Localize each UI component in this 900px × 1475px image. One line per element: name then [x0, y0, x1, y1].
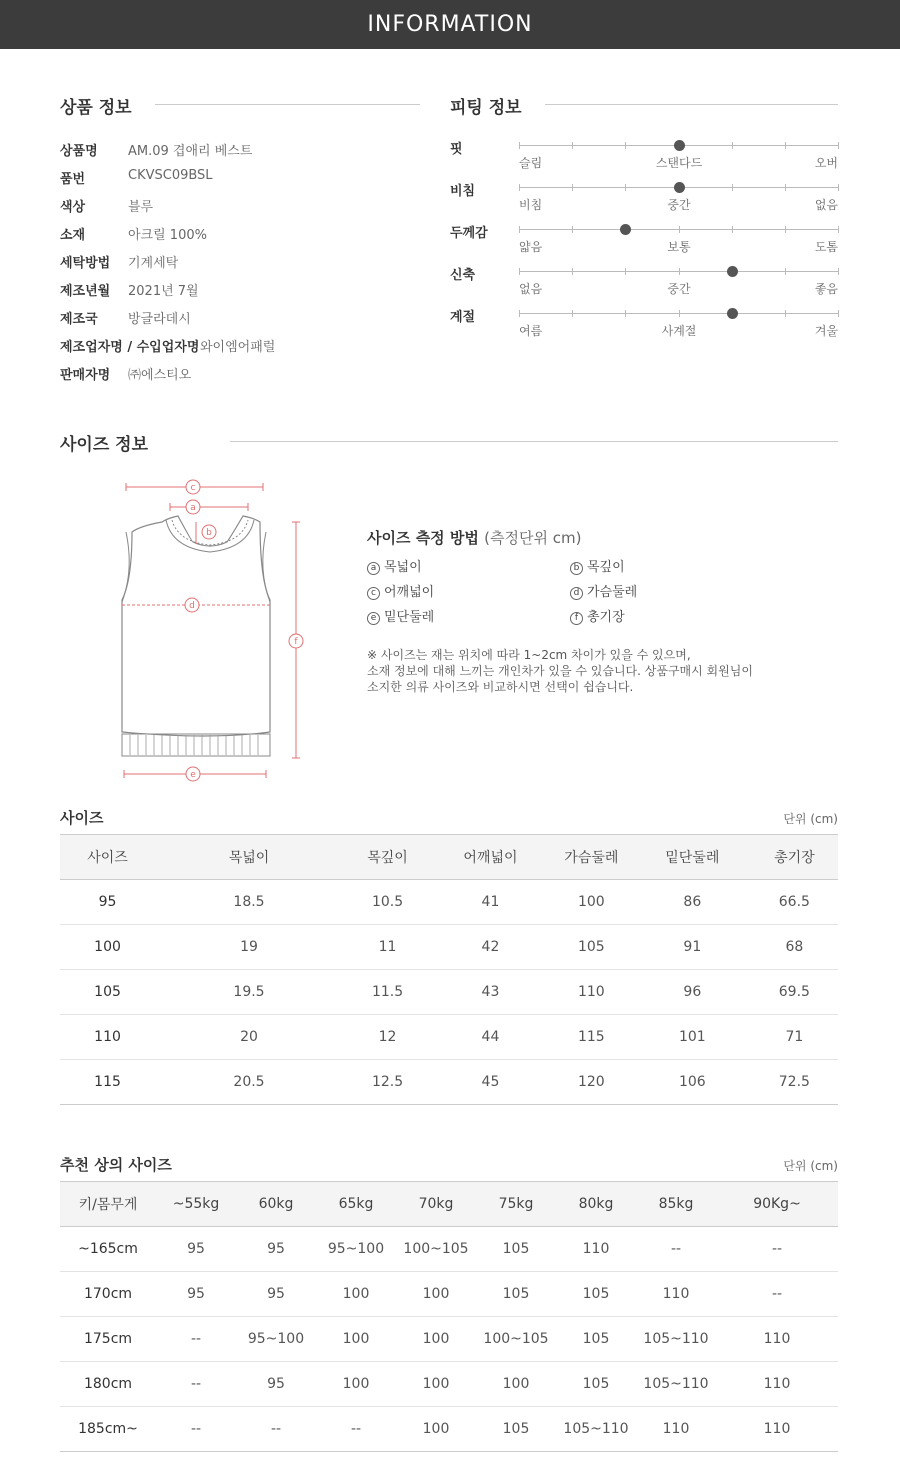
table-cell: 96	[634, 970, 751, 1015]
measure-mark: e	[367, 612, 380, 625]
fit-scale-indicator	[727, 266, 738, 277]
fit-scale-tick	[519, 226, 520, 233]
fit-scale-tick	[519, 184, 520, 191]
fit-scale-tick	[785, 142, 786, 149]
product-info-label: 제조국	[60, 312, 98, 327]
table-cell: 86	[634, 880, 751, 925]
fit-scale-tick	[519, 310, 520, 317]
table-row	[60, 925, 838, 970]
product-info-label: 제조업자명 / 수입업자명	[60, 340, 200, 355]
fit-scale-level-label: 얇음	[519, 240, 543, 254]
table-cell: 69.5	[751, 970, 838, 1015]
table-cell: 101	[634, 1015, 751, 1060]
table-cell: 100	[396, 1272, 476, 1317]
product-info-divider	[155, 104, 420, 105]
table-header-cell: 밑단둘레	[634, 835, 751, 880]
fit-scale-tick	[732, 226, 733, 233]
table-cell: 45	[432, 1060, 549, 1105]
table-cell: 19	[155, 925, 343, 970]
table-cell: --	[236, 1407, 316, 1452]
marker-d	[185, 598, 199, 612]
fit-scale-level-label: 없음	[519, 282, 543, 296]
fit-scale-level-label: 여름	[519, 324, 543, 338]
table-cell: 105	[476, 1272, 556, 1317]
table-header-cell: 70kg	[396, 1182, 476, 1227]
table-cell: 175cm	[60, 1317, 156, 1362]
measure-method-title: 사이즈 측정 방법 (측정단위 cm)	[367, 529, 582, 547]
table-header-cell: 90Kg~	[716, 1182, 838, 1227]
recommend-table-title: 추천 상의 사이즈	[60, 1156, 172, 1174]
fit-scale-indicator	[727, 308, 738, 319]
fit-scale-level-label: 오버	[814, 156, 838, 170]
fit-scale-indicator	[620, 224, 631, 235]
table-cell: 105	[476, 1227, 556, 1272]
table-header-cell: 키/몸무게	[60, 1182, 156, 1227]
product-info-label: 세탁방법	[60, 256, 111, 271]
fit-scale-tick	[785, 226, 786, 233]
fit-scale-track	[519, 313, 838, 314]
table-cell: 110	[60, 1015, 155, 1060]
measure-item-d	[570, 581, 637, 600]
table-cell: 106	[634, 1060, 751, 1105]
fit-scale-indicator	[674, 182, 685, 193]
fit-scale-tick	[838, 268, 839, 275]
table-cell: 43	[432, 970, 549, 1015]
product-info-value: ㈜에스티오	[128, 368, 192, 383]
product-info-label: 상품명	[60, 144, 98, 159]
product-info-value: 2021년 7월	[128, 284, 199, 299]
fit-scale-level-label: 스탠다드	[655, 156, 703, 170]
table-cell: 11	[343, 925, 432, 970]
fit-scale-tick	[785, 268, 786, 275]
table-cell: 66.5	[751, 880, 838, 925]
fit-scale-level-label: 중간	[667, 282, 691, 296]
fit-scale-level-label: 좋음	[814, 282, 838, 296]
table-header-cell: 가슴둘레	[549, 835, 634, 880]
table-cell: 91	[634, 925, 751, 970]
svg-text:f: f	[294, 637, 298, 647]
fitting-info-divider	[545, 104, 838, 105]
fit-scale-tick	[625, 310, 626, 317]
note-line: 소재 정보에 대해 느끼는 개인차가 있을 수 있습니다. 상품구매시 회원님이	[367, 664, 753, 678]
table-cell: 105	[556, 1362, 636, 1407]
note-line: 소지한 의류 사이즈와 비교하시면 선택이 쉽습니다.	[367, 680, 634, 694]
table-cell: 170cm	[60, 1272, 156, 1317]
table-row	[60, 1015, 838, 1060]
table-row	[60, 1060, 838, 1105]
table-header-cell: 65kg	[316, 1182, 396, 1227]
table-cell: 12.5	[343, 1060, 432, 1105]
measure-label: 총기장	[587, 610, 625, 625]
table-cell: --	[156, 1362, 236, 1407]
size-info-title: 사이즈 정보	[60, 435, 149, 455]
table-cell: 42	[432, 925, 549, 970]
table-cell: 185cm~	[60, 1407, 156, 1452]
table-cell: 100	[476, 1362, 556, 1407]
table-row	[60, 1272, 838, 1317]
table-cell: 105	[556, 1272, 636, 1317]
table-cell: 115	[549, 1015, 634, 1060]
table-cell: --	[716, 1272, 838, 1317]
fit-scale-tick	[732, 142, 733, 149]
note-line: ※ 사이즈는 재는 위치에 따라 1~2cm 차이가 있을 수 있으며,	[367, 648, 691, 662]
table-row	[60, 880, 838, 925]
fit-scale-tick	[572, 268, 573, 275]
measure-label: 어깨넓이	[384, 585, 435, 600]
information-header: INFORMATION	[0, 0, 900, 49]
table-cell: 72.5	[751, 1060, 838, 1105]
fit-scale-tick	[838, 184, 839, 191]
size-table-unit: 단위 (cm)	[783, 812, 838, 826]
fit-scale-tick	[572, 310, 573, 317]
hem-rib	[122, 734, 270, 756]
table-cell: 95	[156, 1272, 236, 1317]
recommend-table-unit: 단위 (cm)	[783, 1159, 838, 1173]
table-cell: 100~105	[476, 1317, 556, 1362]
fit-scale-tick	[732, 184, 733, 191]
table-cell: --	[316, 1407, 396, 1452]
table-row	[60, 1407, 838, 1452]
fit-scale-tick	[838, 226, 839, 233]
fit-scale-tick	[679, 310, 680, 317]
product-info-value: 방글라데시	[128, 312, 191, 327]
svg-text:e: e	[190, 770, 196, 780]
table-header-cell: 사이즈	[60, 835, 155, 880]
table-row	[60, 1227, 838, 1272]
table-cell: 20.5	[155, 1060, 343, 1105]
product-info-title: 상품 정보	[60, 98, 132, 118]
table-cell: 100	[396, 1317, 476, 1362]
measure-mark: b	[570, 562, 583, 575]
measure-item-c	[367, 581, 434, 600]
fit-scale-tick	[679, 268, 680, 275]
fit-scale-tick	[785, 310, 786, 317]
svg-text:d: d	[189, 601, 195, 611]
fit-scale-label: 신축	[450, 268, 476, 283]
table-cell: --	[636, 1227, 716, 1272]
table-cell: 105	[549, 925, 634, 970]
marker-a	[186, 500, 200, 514]
product-info-label: 판매자명	[60, 368, 111, 383]
fit-scale-tick	[838, 310, 839, 317]
table-cell: 100	[316, 1272, 396, 1317]
table-cell: 44	[432, 1015, 549, 1060]
fit-scale-track	[519, 187, 838, 188]
right-armhole	[263, 532, 270, 602]
table-cell: 100	[316, 1317, 396, 1362]
fit-scale-level-label: 사계절	[661, 324, 697, 338]
table-header-row	[60, 1182, 838, 1227]
table-cell: 20	[155, 1015, 343, 1060]
table-row	[60, 970, 838, 1015]
table-cell: 105~110	[636, 1317, 716, 1362]
table-cell: 110	[549, 970, 634, 1015]
measure-mark: c	[367, 587, 380, 600]
table-header-cell: 목넓이	[155, 835, 343, 880]
table-cell: 100	[60, 925, 155, 970]
measure-label: 밑단둘레	[384, 610, 435, 625]
recommend-table	[60, 1181, 838, 1452]
measure-mark: d	[570, 587, 583, 600]
table-cell: 95	[156, 1227, 236, 1272]
fit-scale-level-label: 겨울	[814, 324, 838, 338]
table-header-cell: 어깨넓이	[432, 835, 549, 880]
measure-label: 가슴둘레	[587, 585, 638, 600]
table-cell: 18.5	[155, 880, 343, 925]
table-cell: 95	[236, 1362, 316, 1407]
table-cell: 105~110	[556, 1407, 636, 1452]
fit-scale-level-label: 보통	[667, 240, 691, 254]
fit-scale-label: 비침	[450, 184, 476, 199]
fit-scale-level-label: 도톰	[814, 240, 838, 254]
table-header-cell: 75kg	[476, 1182, 556, 1227]
table-cell: 115	[60, 1060, 155, 1105]
table-cell: 100	[396, 1362, 476, 1407]
fit-scale-level-label: 없음	[814, 198, 838, 212]
fitting-info-title: 피팅 정보	[450, 98, 522, 118]
fit-scale-tick	[679, 226, 680, 233]
table-cell: 11.5	[343, 970, 432, 1015]
table-cell: --	[156, 1407, 236, 1452]
table-cell: 105~110	[636, 1362, 716, 1407]
fit-scale-tick	[572, 226, 573, 233]
table-header-cell: 85kg	[636, 1182, 716, 1227]
fit-scale-tick	[785, 184, 786, 191]
table-row	[60, 1362, 838, 1407]
product-info-value: CKVSC09BSL	[128, 168, 213, 183]
fit-scale-track	[519, 145, 838, 146]
product-info-value: 와이엠어패럴	[200, 340, 276, 355]
table-cell: 71	[751, 1015, 838, 1060]
table-cell: 105	[556, 1317, 636, 1362]
table-cell: --	[716, 1227, 838, 1272]
marker-e	[186, 767, 200, 781]
table-cell: 95~100	[316, 1227, 396, 1272]
table-header-row	[60, 835, 838, 880]
product-info-value: 블루	[128, 200, 154, 215]
fit-scale-level-label: 슬림	[519, 156, 543, 170]
table-cell: 68	[751, 925, 838, 970]
table-cell: 95~100	[236, 1317, 316, 1362]
measure-mark: a	[367, 562, 380, 575]
measure-label: 목넓이	[384, 560, 422, 575]
measure-item-a	[367, 556, 422, 575]
marker-f	[289, 634, 303, 648]
left-armhole	[122, 532, 129, 602]
table-cell: 110	[716, 1407, 838, 1452]
hem-rib-lines	[130, 735, 258, 755]
fit-scale-tick	[572, 184, 573, 191]
product-info-label: 색상	[60, 200, 86, 215]
svg-text:a: a	[190, 503, 196, 513]
svg-text:b: b	[206, 528, 212, 538]
fit-scale-tick	[572, 142, 573, 149]
measure-item-e	[367, 606, 434, 625]
fit-scale-label: 계절	[450, 310, 476, 325]
table-cell: 105	[476, 1407, 556, 1452]
table-cell: 105	[60, 970, 155, 1015]
fit-scale-tick	[519, 268, 520, 275]
product-info-value: 기계세탁	[128, 256, 179, 271]
table-cell: 110	[556, 1227, 636, 1272]
table-cell: 10.5	[343, 880, 432, 925]
fit-scale-track	[519, 229, 838, 230]
product-info-value: 아크릴 100%	[128, 228, 207, 243]
table-cell: 95	[60, 880, 155, 925]
measure-label: 목깊이	[587, 560, 625, 575]
size-table	[60, 834, 838, 1105]
fit-scale-indicator	[674, 140, 685, 151]
table-header-cell: 목깊이	[343, 835, 432, 880]
product-info-label: 품번	[60, 172, 86, 187]
marker-c	[186, 480, 200, 494]
table-cell: 110	[716, 1362, 838, 1407]
measure-item-f	[570, 606, 625, 625]
table-cell: 110	[636, 1272, 716, 1317]
table-cell: 180cm	[60, 1362, 156, 1407]
table-cell: 100	[396, 1407, 476, 1452]
table-cell: 95	[236, 1272, 316, 1317]
fit-scale-tick	[625, 142, 626, 149]
table-header-cell: 80kg	[556, 1182, 636, 1227]
table-cell: 100	[316, 1362, 396, 1407]
table-cell: 41	[432, 880, 549, 925]
table-cell: 100	[549, 880, 634, 925]
table-cell: ~165cm	[60, 1227, 156, 1272]
fit-scale-level-label: 중간	[667, 198, 691, 212]
fit-scale-label: 핏	[450, 142, 463, 157]
table-header-cell: 총기장	[751, 835, 838, 880]
table-header-cell: ~55kg	[156, 1182, 236, 1227]
fit-scale-track	[519, 271, 838, 272]
table-cell: 110	[636, 1407, 716, 1452]
table-cell: 120	[549, 1060, 634, 1105]
fit-scale-tick	[625, 184, 626, 191]
size-info-divider	[230, 441, 838, 442]
svg-text:c: c	[190, 483, 196, 493]
table-cell: 95	[236, 1227, 316, 1272]
table-cell: 110	[716, 1317, 838, 1362]
marker-b	[202, 525, 216, 539]
measure-unit: (측정단위 cm)	[484, 529, 582, 547]
size-table-title: 사이즈	[60, 809, 104, 827]
product-info-label: 제조년월	[60, 284, 111, 299]
table-cell: --	[156, 1317, 236, 1362]
table-cell: 100~105	[396, 1227, 476, 1272]
fit-scale-tick	[625, 268, 626, 275]
table-cell: 19.5	[155, 970, 343, 1015]
fit-scale-tick	[838, 142, 839, 149]
fit-scale-level-label: 비침	[519, 198, 543, 212]
measure-mark: f	[570, 612, 583, 625]
fit-scale-tick	[519, 142, 520, 149]
table-row	[60, 1317, 838, 1362]
product-info-label: 소재	[60, 228, 86, 243]
vest-diagram	[100, 470, 320, 790]
product-info-value: AM.09 겹애리 베스트	[128, 144, 253, 159]
table-header-cell: 60kg	[236, 1182, 316, 1227]
table-cell: 12	[343, 1015, 432, 1060]
size-note	[367, 647, 753, 695]
fit-scale-label: 두께감	[450, 226, 488, 241]
measure-item-b	[570, 556, 625, 575]
